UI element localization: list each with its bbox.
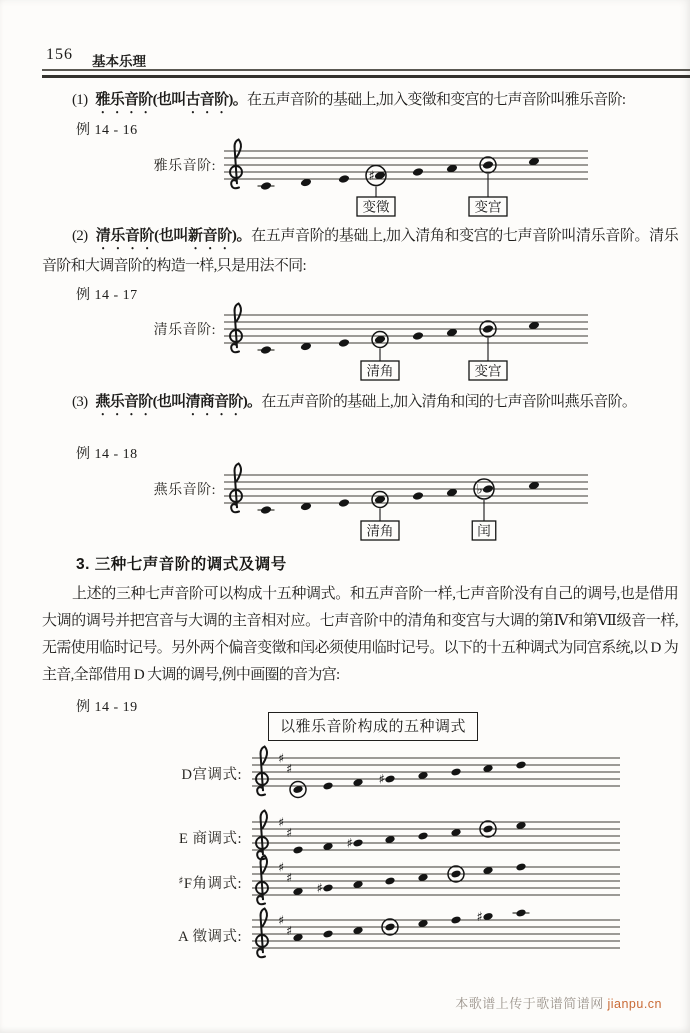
example-label-14-18: 例 14 - 18 — [76, 447, 138, 462]
note-head — [384, 922, 395, 931]
footer-watermark — [455, 993, 662, 1012]
paragraph-qingyue — [42, 223, 678, 280]
treble-clef-icon — [230, 140, 242, 189]
accidental: ♯ — [316, 881, 323, 897]
annotation-label: 变宫 — [474, 199, 502, 215]
note-head — [482, 160, 494, 170]
note-head — [450, 767, 461, 776]
paragraph-text: 在五声音阶的基础上,加入清角和变宫的七声音阶叫清乐音阶。清乐音阶和大调音阶的构造一样,只是用法不同: — [42, 228, 678, 274]
paren-close: )。 — [228, 92, 248, 108]
paragraph-index: (3) — [72, 394, 88, 410]
annotation-label: 清角 — [366, 363, 394, 379]
scale-alias: 清商音阶 — [185, 394, 243, 410]
paragraph-index: (2) — [72, 228, 88, 244]
staff-label: 雅乐音阶: — [153, 159, 216, 174]
note-head — [322, 929, 333, 938]
accidental: ♯ — [476, 910, 483, 925]
treble-clef-icon — [256, 856, 268, 905]
music-staff-svg — [250, 750, 622, 808]
treble-clef-icon — [230, 464, 242, 513]
scale-term: 雅乐音阶 — [95, 92, 153, 108]
scale-alias: 古音阶 — [185, 92, 229, 108]
paren-open: (也叫 — [152, 92, 186, 108]
note-head — [515, 760, 526, 769]
note-head — [338, 338, 350, 348]
paragraph-text: 在五声音阶的基础上,加入清角和闰的七声音阶叫燕乐音阶。 — [261, 394, 637, 410]
example-box-title: 以雅乐音阶构成的五种调式 — [268, 712, 478, 741]
scale-term: 清乐音阶 — [95, 228, 155, 244]
example-label-14-19: 例 14 - 19 — [76, 700, 138, 715]
note-head — [384, 774, 395, 783]
annotation-label: 变宫 — [474, 363, 502, 379]
music-staff-svg — [222, 141, 590, 223]
paragraph-text: 在五声音阶的基础上,加入变徵和变宫的七声音阶叫雅乐音阶: — [247, 92, 626, 108]
accidental: ♭ — [476, 482, 483, 498]
note-head — [412, 167, 424, 177]
paragraph-yanyue — [42, 389, 678, 419]
example-label-14-17: 例 14 - 17 — [76, 288, 138, 303]
paren-open: (也叫 — [152, 394, 186, 410]
key-signature-sharp: ♯ — [286, 825, 293, 840]
key-signature-sharp: ♯ — [286, 870, 293, 885]
header-rule — [42, 69, 690, 78]
note-head — [412, 491, 424, 501]
section-heading: 3. 三种七声音阶的调式及调号 — [76, 556, 287, 573]
note-head — [515, 862, 526, 871]
staff-label: ♯F角调式: — [178, 875, 242, 892]
staff-label: 燕乐音阶: — [153, 483, 216, 498]
key-signature-sharp: ♯ — [278, 750, 285, 766]
key-signature-sharp: ♯ — [278, 912, 285, 928]
key-signature-sharp: ♯ — [278, 814, 285, 830]
accidental: ♯ — [346, 836, 353, 852]
footer-site-link: jianpu.cn — [607, 997, 662, 1011]
note-head — [482, 824, 493, 833]
treble-clef-icon — [230, 304, 242, 353]
paragraph-yayue — [42, 87, 678, 117]
running-title: 基本乐理 — [92, 54, 146, 69]
music-staff-svg — [250, 912, 622, 970]
staff-label: A 徵调式: — [178, 929, 242, 945]
note-head — [450, 915, 461, 924]
scale-alias: 新音阶 — [188, 228, 232, 244]
paren-close: )。 — [231, 228, 252, 244]
staff-label: D宫调式: — [181, 767, 242, 783]
page-number: 156 — [46, 46, 73, 63]
note-head — [482, 324, 494, 334]
treble-clef-icon — [256, 747, 268, 796]
note-head — [352, 838, 363, 847]
note-head — [338, 498, 350, 508]
staff-label: 清乐音阶: — [153, 323, 216, 338]
music-staff-svg — [222, 305, 590, 387]
note-head — [322, 883, 333, 892]
accidental: ♯ — [378, 772, 385, 788]
treble-clef-icon — [256, 811, 268, 860]
annotation-label: 闰 — [477, 523, 491, 539]
annotation-label: 变徵 — [362, 199, 390, 215]
example-label-14-16: 例 14 - 16 — [76, 123, 138, 138]
note-head — [384, 876, 395, 885]
note-head — [260, 345, 272, 355]
note-head — [322, 781, 333, 790]
note-head — [482, 484, 494, 494]
accidental: ♯ — [368, 169, 375, 184]
scale-term: 燕乐音阶 — [95, 394, 153, 410]
note-head — [260, 505, 272, 515]
music-staff-svg — [222, 465, 590, 547]
annotation-label: 清角 — [366, 523, 394, 539]
sharp-prefix-icon: ♯ — [178, 875, 184, 887]
treble-clef-icon — [256, 909, 268, 958]
key-signature-sharp: ♯ — [286, 923, 293, 938]
key-signature-sharp: ♯ — [278, 859, 285, 875]
note-head — [260, 181, 272, 191]
note-head — [417, 831, 428, 840]
paragraph-modes: 上述的三种七声音阶可以构成十五种调式。和五声音阶一样,七声音阶没有自己的调号,也是借用大调的调号并把宫音与大调的主音相对应。七声音阶中的清角和变宫与大调的第Ⅳ和第Ⅶ级音一样,无需使用临时记号。另外两个偏音变徵和闰必须使用临时记号。以下的十五种调式为同宫系统,以 D 为主音,全部借用 D 大调的调号,例中画圈的音为宫: — [42, 586, 678, 683]
music-staff-svg — [250, 859, 622, 917]
note-head — [292, 845, 303, 854]
note-head — [412, 331, 424, 341]
paren-open: (也叫 — [154, 228, 189, 244]
key-signature-sharp: ♯ — [286, 761, 293, 776]
note-head — [338, 174, 350, 184]
paragraph-index: (1) — [72, 92, 88, 108]
staff-label: E 商调式: — [178, 831, 242, 847]
paren-close: )。 — [242, 394, 262, 410]
note-head — [450, 869, 461, 878]
footer-text: 本歌谱上传于歌谱简谱网 — [455, 996, 608, 1011]
